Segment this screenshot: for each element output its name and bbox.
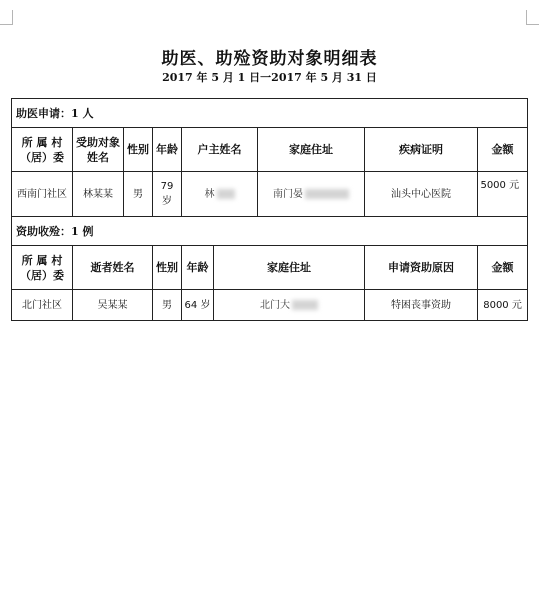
cell-householder-text: 林 xyxy=(204,188,215,200)
header-address: 家庭住址 xyxy=(258,128,365,172)
table-row xyxy=(12,172,528,217)
cell-householder xyxy=(182,172,258,217)
cell-age: 79 岁 xyxy=(153,172,182,217)
cell-illness-proof: 汕头中心医院 xyxy=(365,172,478,217)
document-date-range: 2017 年 5 月 1 日一2017 年 5 月 31 日 xyxy=(162,71,377,84)
header-amount: 金额 xyxy=(478,246,528,290)
cell-recipient-name: 林某某 xyxy=(73,172,124,217)
subsidy-table xyxy=(11,98,528,321)
cell-address xyxy=(214,290,365,321)
document-title: 助医、助殓资助对象明细表 xyxy=(161,49,378,69)
header-amount: 金额 xyxy=(478,128,528,172)
page-corner-mark-right xyxy=(526,10,539,25)
funeral-section-row xyxy=(12,217,528,246)
cell-amount: 8000 元 xyxy=(478,290,528,321)
funeral-section-label: 资助收殓：1 例 xyxy=(12,217,528,246)
cell-address-text: 南门晏 xyxy=(273,188,303,200)
medical-section-row xyxy=(12,99,528,128)
medical-section-label: 助医申请：1 人 xyxy=(12,99,528,128)
header-reason: 申请资助原因 xyxy=(365,246,478,290)
cell-age: 64 岁 xyxy=(182,290,214,321)
header-deceased-name: 逝者姓名 xyxy=(73,246,153,290)
header-age: 年龄 xyxy=(182,246,214,290)
header-gender: 性别 xyxy=(153,246,182,290)
header-gender: 性别 xyxy=(124,128,153,172)
header-householder: 户主姓名 xyxy=(182,128,258,172)
redaction-blur xyxy=(305,189,349,199)
page-corner-mark-left xyxy=(0,10,13,25)
header-illness-proof: 疾病证明 xyxy=(365,128,478,172)
redaction-blur xyxy=(217,189,235,199)
header-age: 年龄 xyxy=(153,128,182,172)
header-address: 家庭住址 xyxy=(214,246,365,290)
cell-village: 西南门社区 xyxy=(12,172,73,217)
header-village: 所 属 村（居）委 xyxy=(12,128,73,172)
funeral-header-row xyxy=(12,246,528,290)
cell-gender: 男 xyxy=(124,172,153,217)
medical-header-row xyxy=(12,128,528,172)
redaction-blur xyxy=(292,300,318,310)
header-recipient-name: 受助对象姓名 xyxy=(73,128,124,172)
header-village: 所 属 村（居）委 xyxy=(12,246,73,290)
cell-amount: 5000 元 xyxy=(478,172,528,217)
cell-reason: 特困丧事资助 xyxy=(365,290,478,321)
cell-village: 北门社区 xyxy=(12,290,73,321)
table-row xyxy=(12,290,528,321)
cell-deceased-name: 吴某某 xyxy=(73,290,153,321)
cell-address xyxy=(258,172,365,217)
cell-gender: 男 xyxy=(153,290,182,321)
cell-address-text: 北门大 xyxy=(260,299,290,311)
